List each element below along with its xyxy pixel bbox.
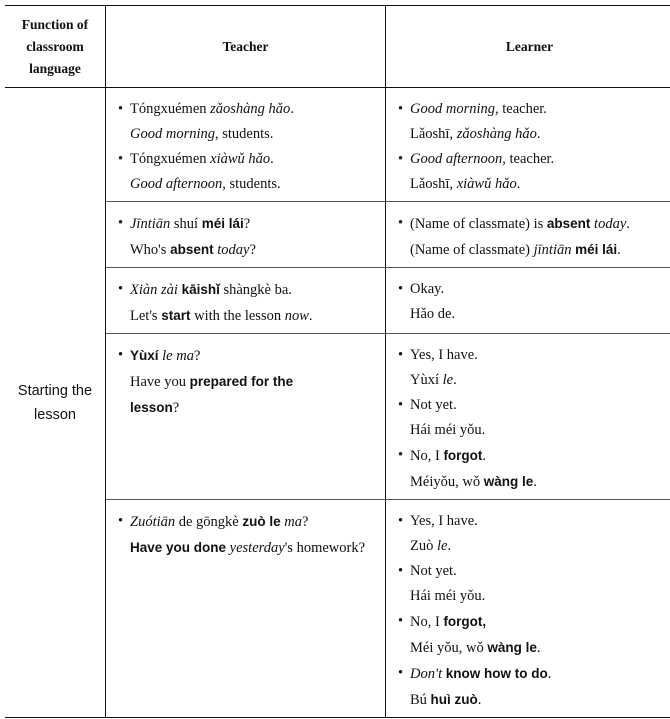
bullet-icon: • [398, 281, 404, 297]
bullet-icon: • [398, 101, 404, 117]
text-segment: . [482, 448, 487, 464]
text-segment: Lǎoshī, [410, 126, 457, 142]
text-segment: de gōngkè [175, 514, 243, 530]
text-segment: Have you [130, 374, 190, 390]
list-item [398, 393, 663, 443]
text-segment: Tóngxuémen [130, 101, 211, 117]
text-segment: ? [172, 400, 180, 416]
bullet-icon: • [118, 101, 124, 117]
text-segment: Good afternoon [410, 151, 503, 167]
text-segment: Zuótiān [130, 514, 176, 530]
item-line [130, 122, 375, 147]
item-line [410, 302, 663, 327]
list-item [398, 211, 663, 263]
text-segment: . [536, 126, 541, 142]
teacher-cell [106, 500, 386, 718]
list-item [118, 147, 375, 197]
text-segment: Don't [410, 666, 443, 682]
text-segment: , teacher. [502, 151, 555, 167]
text-segment: Tóngxuémen [130, 151, 211, 167]
item-line [130, 277, 375, 303]
text-segment: 's homework? [284, 540, 366, 556]
text-segment: ? [193, 348, 201, 364]
bullet-icon: • [398, 347, 404, 363]
text-segment: Yes, I have. [410, 513, 478, 529]
bullet-icon: • [398, 397, 404, 413]
text-segment: ma [284, 514, 302, 530]
header-learner: Learner [386, 6, 670, 88]
item-line [410, 368, 663, 393]
list-item [398, 443, 663, 495]
item-line [130, 147, 375, 172]
text-segment: le [442, 372, 454, 388]
list-item [118, 97, 375, 147]
text-segment: . [477, 692, 482, 708]
item-line [410, 343, 663, 368]
text-segment: Let's [130, 308, 162, 324]
text-segment: Good afternoon [130, 176, 223, 192]
text-segment: Have you done [130, 540, 227, 555]
text-segment: now [284, 308, 309, 324]
text-segment: forgot, [443, 614, 487, 629]
teacher-cell [106, 334, 386, 500]
text-segment: , students. [215, 126, 274, 142]
text-segment: absent [170, 242, 214, 257]
text-segment: Yùxí [410, 372, 443, 388]
text-segment: xiàwǔ hǎo [456, 176, 517, 192]
text-segment: ? [249, 242, 256, 258]
item-line [130, 211, 375, 237]
text-segment: prepared for the [189, 374, 294, 389]
text-segment: Good morning [130, 126, 215, 142]
text-segment: kāishǐ [181, 282, 220, 297]
item-line [130, 395, 375, 421]
item-line [410, 393, 663, 418]
item-line [410, 534, 663, 559]
text-segment: Yùxí [130, 348, 159, 363]
text-segment: zuò le [242, 514, 281, 529]
item-line [410, 661, 663, 687]
text-segment: méi lái [201, 216, 244, 231]
text-segment: shuí [170, 216, 202, 232]
learner-cell [386, 268, 670, 334]
text-segment: wàng le [483, 474, 534, 489]
item-line [410, 635, 663, 661]
text-segment: No, I [410, 614, 444, 630]
text-segment: (Name of classmate) is [410, 216, 547, 232]
text-segment: Not yet. [410, 563, 457, 579]
bullet-icon: • [398, 447, 404, 463]
learner-cell [386, 334, 670, 500]
text-segment: Good morning [410, 101, 495, 117]
text-segment: start [161, 308, 191, 323]
text-segment: le ma [162, 348, 194, 364]
list-item [398, 343, 663, 393]
function-label [5, 88, 106, 718]
list-item [398, 661, 663, 713]
bullet-icon: • [398, 513, 404, 529]
item-line [130, 237, 375, 263]
text-segment: le [436, 538, 448, 554]
text-segment: Yes, I have. [410, 347, 478, 363]
bullet-icon: • [398, 665, 404, 681]
item-line [410, 277, 663, 302]
text-segment: Hái méi yǒu. [410, 422, 486, 438]
text-segment: zǎoshàng hǎo [456, 126, 537, 142]
text-segment: . [533, 474, 537, 490]
text-segment: . [516, 176, 521, 192]
text-segment: ? [302, 514, 309, 530]
item-line [410, 443, 663, 469]
item-line [410, 559, 663, 584]
item-line [410, 584, 663, 609]
table-row [5, 500, 670, 718]
item-line [410, 609, 663, 635]
text-segment: méi lái [575, 242, 618, 257]
text-segment: . [626, 216, 630, 232]
text-segment: know how to do [445, 666, 548, 681]
bullet-icon: • [398, 151, 404, 167]
learner-cell [386, 88, 670, 202]
bullet-icon: • [118, 151, 124, 167]
text-segment: forgot [443, 448, 483, 463]
list-item [398, 609, 663, 661]
text-segment: shàngkè ba. [219, 282, 292, 298]
item-line [130, 509, 375, 535]
list-item [398, 509, 663, 559]
text-segment: Jīntiān [130, 216, 171, 232]
list-item [118, 343, 375, 421]
table-row [5, 334, 670, 500]
list-item [118, 211, 375, 263]
text-segment: lesson [130, 400, 173, 415]
text-segment: Méiyǒu, wǒ [410, 474, 484, 490]
text-segment: . [547, 666, 552, 682]
item-line [410, 122, 663, 147]
item-line [410, 509, 663, 534]
list-item [398, 147, 663, 197]
item-line [130, 343, 375, 369]
text-segment: Zuò [410, 538, 437, 554]
list-item [398, 277, 663, 327]
text-segment: (Name of classmate) [410, 242, 534, 258]
text-segment: . [290, 101, 294, 117]
text-segment: today [217, 242, 250, 258]
text-segment: . [447, 538, 452, 554]
list-item [118, 509, 375, 561]
text-segment: Méi yǒu, wǒ [410, 640, 488, 656]
header-function-line: classroom [26, 38, 84, 54]
text-segment: . [536, 640, 541, 656]
table-row [5, 88, 670, 202]
header-teacher: Teacher [106, 6, 386, 88]
bullet-icon: • [398, 215, 404, 231]
item-line [410, 211, 663, 237]
item-line [130, 97, 375, 122]
header-function-line: language [29, 60, 81, 76]
item-line [410, 418, 663, 443]
text-segment: . [617, 242, 621, 258]
item-line [410, 147, 663, 172]
bullet-icon: • [118, 215, 124, 231]
text-segment: , teacher. [495, 101, 547, 117]
text-segment: Bú [410, 692, 431, 708]
table-row [5, 202, 670, 268]
text-segment: No, I [410, 448, 444, 464]
table-row [5, 268, 670, 334]
item-line [410, 469, 663, 495]
text-segment: wàng le [487, 640, 537, 655]
text-segment: Hǎo de. [410, 306, 456, 322]
text-segment: Hái méi yǒu. [410, 588, 486, 604]
learner-cell [386, 500, 670, 718]
header-row [5, 6, 670, 88]
classroom-language-table [5, 5, 670, 718]
text-segment: jīntiān [533, 242, 572, 258]
text-segment: Not yet. [410, 397, 457, 413]
teacher-cell [106, 88, 386, 202]
function-label-line: Starting the [17, 382, 93, 399]
item-line [130, 303, 375, 329]
table-body [5, 88, 670, 718]
text-segment: Lǎoshī, [410, 176, 457, 192]
bullet-icon: • [398, 563, 404, 579]
bullet-icon: • [118, 281, 124, 297]
text-segment: absent [546, 216, 591, 231]
item-line [130, 172, 375, 197]
header-function-line: Function of [21, 16, 89, 32]
text-segment: , students. [222, 176, 281, 192]
bullet-icon: • [398, 613, 404, 629]
text-segment: with the lesson [190, 308, 285, 324]
text-segment: huì zuò [430, 692, 478, 707]
text-segment: ? [243, 216, 251, 232]
learner-cell [386, 202, 670, 268]
list-item [118, 277, 375, 329]
item-line [410, 237, 663, 263]
text-segment: Xiàn zài [130, 282, 178, 298]
text-segment: . [270, 151, 274, 167]
text-segment: xiàwǔ hǎo [210, 151, 271, 167]
teacher-cell [106, 268, 386, 334]
list-item [398, 559, 663, 609]
function-label-line: lesson [34, 406, 76, 423]
header-function [5, 6, 106, 88]
teacher-cell [106, 202, 386, 268]
text-segment: yesterday [229, 540, 285, 556]
item-line [130, 369, 375, 395]
bullet-icon: • [118, 513, 124, 529]
list-item [398, 97, 663, 147]
text-segment: Okay. [410, 281, 445, 297]
text-segment: . [308, 308, 313, 324]
item-line [410, 172, 663, 197]
text-segment: zǎoshàng hǎo [210, 101, 291, 117]
text-segment: . [453, 372, 457, 388]
item-line [410, 687, 663, 713]
bullet-icon: • [118, 347, 124, 363]
item-line [410, 97, 663, 122]
item-line [130, 535, 375, 561]
text-segment: today [594, 216, 627, 232]
text-segment: Who's [130, 242, 171, 258]
